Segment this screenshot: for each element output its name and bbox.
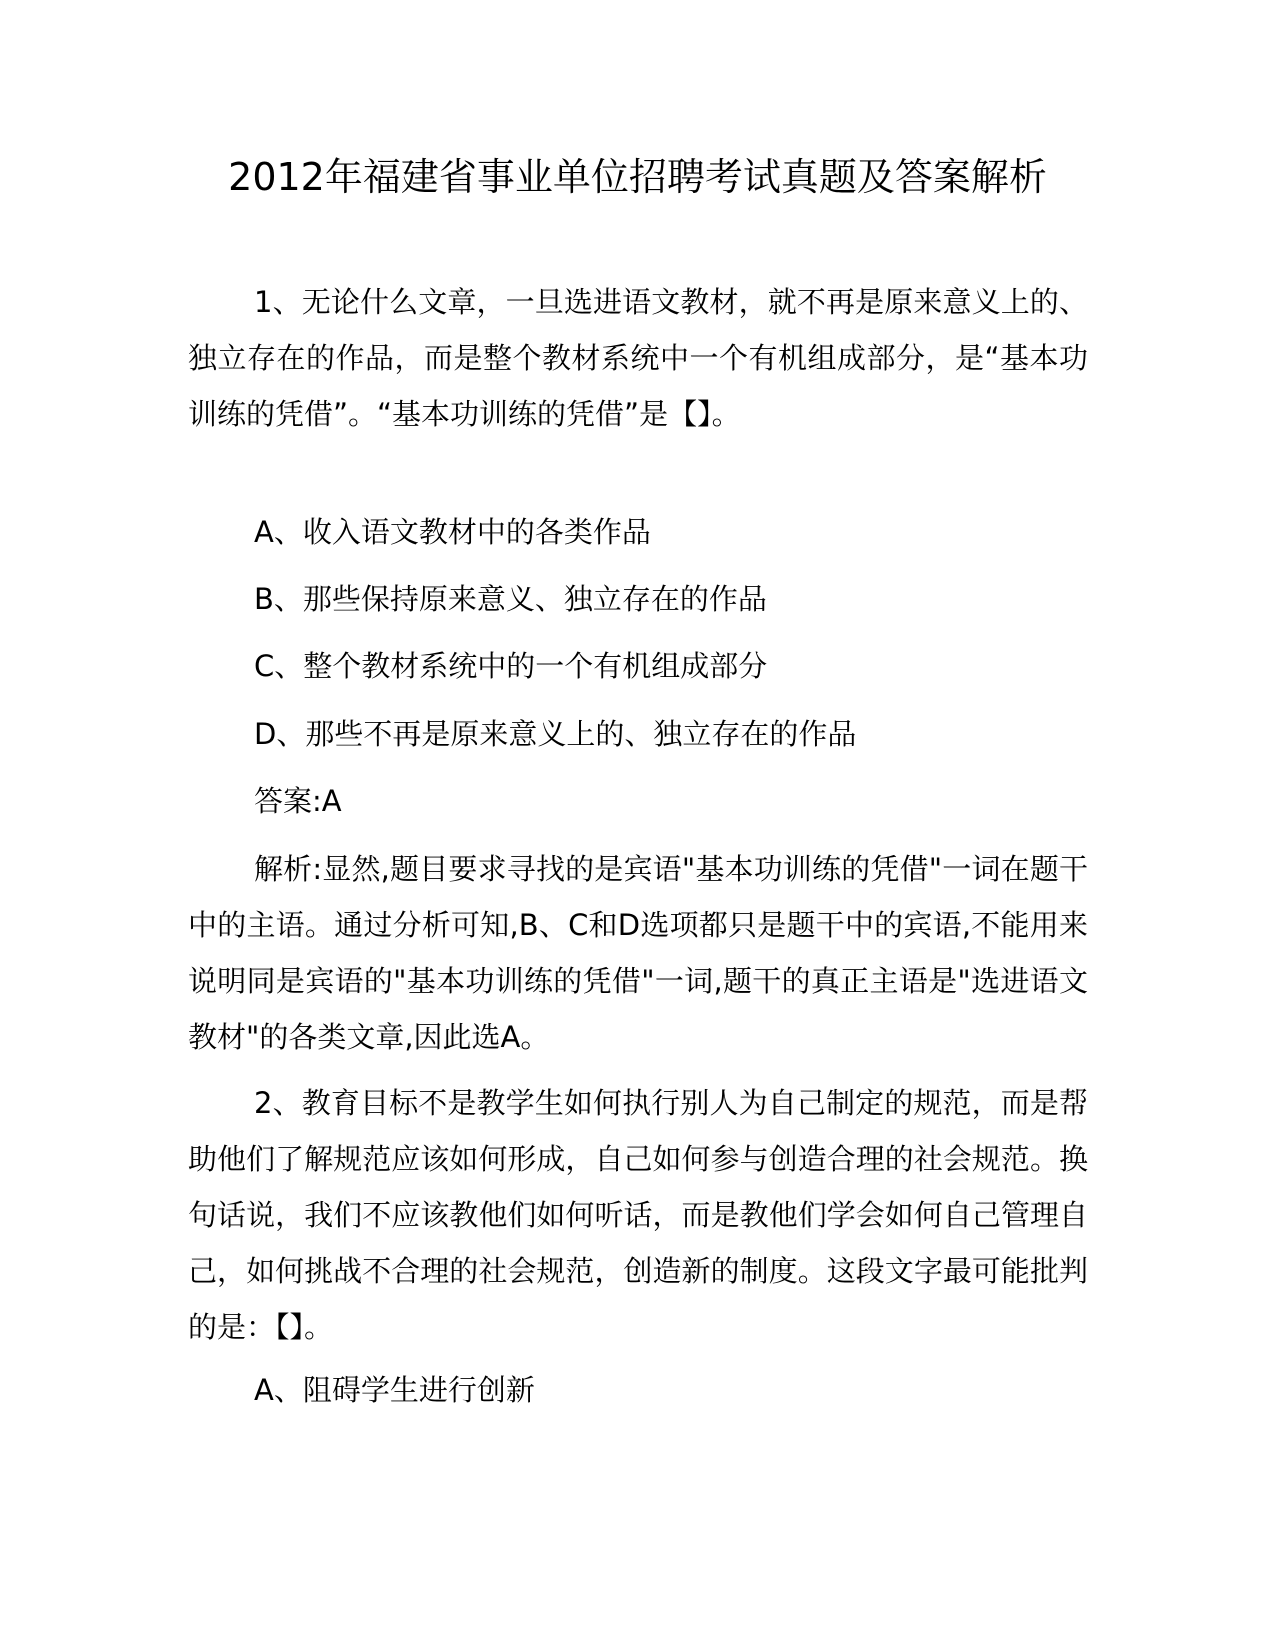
- question-2-stem: 2、教育目标不是教学生如何执行别人为自己制定的规范，而是帮助他们了解规范应该如何形成，自己如何参与创造合理的社会规范。换句话说，我们不应该教他们如何听话，而是教他们学会如何自己管理自己，如何挑战不合理的社会规范，创造新的制度。这段文字最可能批判的是：【】。: [188, 1086, 1088, 1344]
- question-1-answer: 答案:A: [254, 784, 342, 818]
- question-1-analysis: 解析:显然,题目要求寻找的是宾语"基本功训练的凭借"一词在题干中的主语。通过分析可知,B、C和D选项都只是题干中的宾语,不能用来说明同是宾语的"基本功训练的凭借"一词,题干的真正主语是"选进语文教材"的各类文章,因此选A。: [188, 852, 1088, 1054]
- document-title: 2012年福建省事业单位招聘考试真题及答案解析: [228, 155, 1047, 199]
- question-1-option-b: B、那些保持原来意义、独立存在的作品: [254, 582, 767, 616]
- question-1-option-c: C、整个教材系统中的一个有机组成部分: [254, 649, 768, 683]
- question-1-option-d: D、那些不再是原来意义上的、独立存在的作品: [254, 717, 857, 751]
- question-1-stem: 1、无论什么文章，一旦选进语文教材，就不再是原来意义上的、独立存在的作品，而是整个教材系统中一个有机组成部分，是“基本功训练的凭借”。“基本功训练的凭借”是【】。: [188, 285, 1088, 431]
- question-1-option-a: A、收入语文教材中的各类作品: [254, 515, 651, 549]
- question-2-option-a: A、阻碍学生进行创新: [254, 1373, 535, 1407]
